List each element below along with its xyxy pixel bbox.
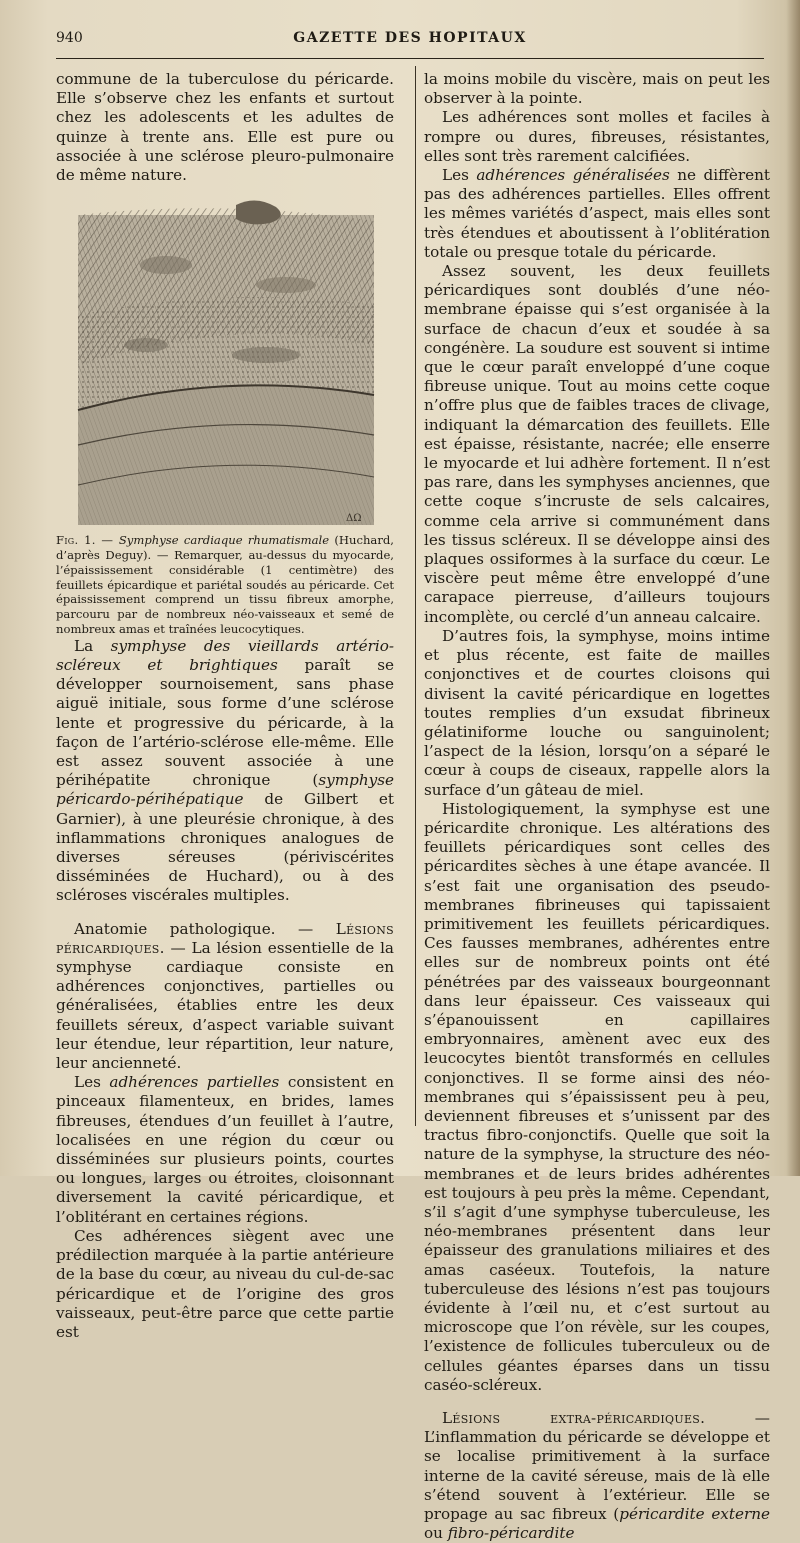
histology-engraving [76,195,376,527]
section-gap-right [424,1395,770,1409]
header-rule [56,58,764,59]
generalisees-lead: Les [442,166,477,185]
left-column [56,70,394,1342]
vieillards-term-2: symphyse péricardo-périhépatique [56,771,394,809]
extra-term: péricardite externe [619,1505,770,1524]
extra-term-2: fibro-péricardite [447,1524,575,1543]
paragraph-histologiquement: Histologiquement, la symphyse est une péricardite chronique. Les altérations des feuillets péricardiques sont celles des péricardites sèches à une étape avancée. Il s’est fait une organisation des pseudo-membranes fibrineuses qui tapissaient primitivement les feuillets péricardiques. Ces fausses membranes, adhérentes entre elles sur de nombreux points ont été pénétrées par des vaisseaux bourgeonnant dans leur épaisseur. Ces vaisseaux qui s’épanouissent en capillaires embryonnaires, amènent avec eux des leucocytes bientôt transformés en cellules conjonctives. Il se forme ainsi des néo-membranes qui s’épaississent peu à peu, deviennent fibreuses et s’unissent par des tractus fibro-conjonctifs. Quelle que soit la nature de la symphyse, la structure des néo-membranes et de leurs brides adhérentes est toujours à peu près la même. Cependant, s’il s’agit d’une symphyse tuberculeuse, les néo-membranes présentent dans leur épaisseur des granulations miliaires et des amas caséeux. Toutefois, la nature tuberculeuse des lésions n’est pas toujours évidente à l’œil nu, et c’est surtout au microscope que l’on révèle, sur les coupes, l’existence de follicules tuberculeux ou de cellules géantes éparses dans un tissu caséo-scléreux. [424,799,770,1394]
running-title: GAZETTE DES HOPITAUX [293,30,527,46]
partielles-text: consistent en pinceaux filamenteux, en brides, lames fibreuses, étendues d’un feuillet à l’autre, localisées en une région du cœur ou disséminées sur plusieurs points, courtes ou longues, larges ou étroites, cloisonnant diversement la cavité péricardique, et l’oblitérant en certaines régions. [56,1073,394,1226]
paragraph-generalisees [424,166,770,262]
anatomie-text: — La lésion essentielle de la symphyse cardiaque consiste en adhérences conjonctives, partielles ou généralisées, établies entre les deux feuillets séreux, d’aspect variable suivant leur étendue, leur répartition, leur nature, leur ancienneté. [56,938,394,1073]
paragraph-autres-fois: D’autres fois, la symphyse, moins intime et plus récente, est faite de mailles conjonctives et de courtes cloisons qui divisent la cavité péricardique en logettes toutes remplies d’un exsudat fibrineux gélatiniforme louche ou sanguinolent; l’aspect de la lésion, lorsqu’on a séparé le cœur à coups de ciseaux, rappelle alors la surface d’un gâteau de miel. [424,626,770,799]
anatomie-dash: — [275,919,336,938]
vieillards-term: symphyse des vieillards artério-scléreux et brightiques [56,636,395,674]
caption-text: (Huchard, d’après Deguy). — Remarquer, au-dessus du myocarde, l’épaississement considérable (1 centimètre) des feuillets épicardique et pariétal soudés au péricarde. Cet épaississement comprend un tissu fibreux amorphe, parcouru par de nombreux néo-vaisseaux et semé de nombreux amas et traînées leucocytiques. [56,533,394,636]
paragraph-extra-pericardiques [424,1409,770,1543]
histology-figure [76,195,376,527]
anatomie-heading: Anatomie pathologique. [74,919,276,938]
caption-title: Symphyse cardiaque rhumatismale [118,533,330,548]
vieillards-lead: La [74,636,111,655]
paragraph-assez-souvent: Assez souvent, les deux feuillets péricardiques sont doublés d’une néo-membrane épaisse qui s’est organisée à la surface de chacun d’eux et soudée à sa congénère. La soudure est souvent si intime que le cœur paraît enveloppé d’une coque fibreuse unique. Tout au moins cette coque n’offre plus que de faibles traces de clivage, indiquant la démarcation des feuillets. Elle est épaisse, résistante, nacrée; elle enserre le myocarde et lui adhère fortement. Il n’est pas rare, dans les symphyses anciennes, que cette coque s’incruste de sels calcaires, comme cela arrive si communément dans les tissus scléreux. Il se développe ainsi des plaques ossiformes à la surface du cœur. Le viscère peut même être enveloppé d’une carapace pierreuse, d’ailleurs toujours incomplète, ou cerclé d’un anneau calcaire. [424,262,770,626]
vieillards-tail: de Gilbert et Garnier), à une pleurésie chronique, à des inflammations chroniques analogues de diverses séreuses (périviscérites disséminées de Huchard), ou à des scléroses viscérales multiples. [56,790,394,905]
paragraph-vieillards [56,637,394,906]
caption-label: Fig. 1. — [56,533,119,548]
partielles-term: adhérences partielles [109,1073,280,1092]
paragraph-partielles [56,1073,394,1227]
extra-text: — L’inflammation du péricarde se développe et se localise primitivement à la surface interne de la cavité séreuse, mais de là elle s’étend souvent à l’extérieur. Elle se propage au sac fibreux ( [424,1409,770,1524]
page-number: 940 [56,30,83,46]
generalisees-text: ne diffèrent pas des adhérences partielles. Elles offrent les mêmes variétés d’aspect, mais elles sont très étendues et aboutissent à l’oblitération totale ou presque totale du péricarde. [424,166,771,261]
partielles-lead: Les [74,1073,110,1092]
generalisees-term: adhérences généralisées [476,166,670,185]
paragraph-predilection: Ces adhérences siègent avec une prédilection marquée à la partie antérieure de la base du cœur, au niveau du cul-de-sac péricardique et de l’origine des gros vaisseaux, peut-être parce que cette partie est [56,1226,394,1341]
paragraph-molles: Les adhérences sont molles et faciles à rompre ou dures, fibreuses, résistantes, elles sont très rarement calcifiées. [424,108,770,165]
right-column [424,70,770,1543]
vieillards-text: paraît se développer sournoisement, sans phase aiguë initiale, sous forme d’une sclérose lente et progressive du péricarde, à la façon de l’artério-sclérose elle-même. Elle est assez souvent associée à une périhépatite chronique ( [56,656,394,790]
continuation-paragraph: la moins mobile du viscère, mais on peut les observer à la pointe. [424,70,770,108]
svg-text:ΔΩ: ΔΩ [346,513,362,525]
column-divider [415,66,416,1126]
figure-caption [56,533,394,637]
page-header [56,28,764,54]
extra-mid: ou [424,1524,448,1543]
intro-paragraph: commune de la tuberculose du péricarde. Elle s’observe chez les enfants et surtout chez les adolescents et les adultes de quinze à trente ans. Elle est pure ou associée à une sclérose pleuro-pulmonaire de même nature. [56,70,394,185]
lesions-extra-heading: Lésions extra-péricardiques. [442,1409,706,1428]
page-edge-shadow [786,0,800,1176]
lesions-pericardiques-heading: Lésions péricardiques. [56,919,394,957]
paragraph-anatomie [56,920,394,1074]
section-gap [56,906,394,920]
